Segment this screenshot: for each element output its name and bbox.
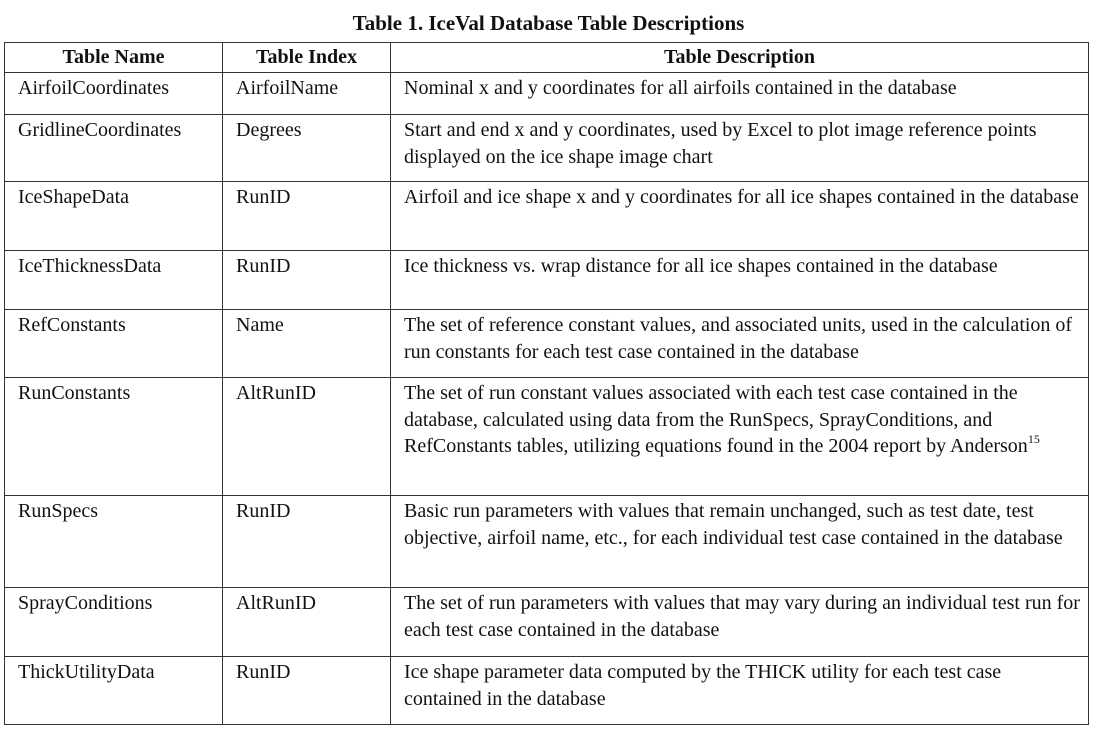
description-text: Ice shape parameter data computed by the THICK utility for each test case contained in the database <box>404 661 1002 710</box>
cell-table-name: IceShapeData <box>5 182 223 251</box>
header-row <box>5 43 1089 73</box>
cell-table-description <box>391 657 1089 725</box>
cell-table-name: IceThicknessData <box>5 251 223 310</box>
cell-table-description <box>391 310 1089 378</box>
cell-table-description <box>391 73 1089 115</box>
table-row <box>5 588 1089 657</box>
table-row <box>5 496 1089 588</box>
table-row <box>5 251 1089 310</box>
table-row <box>5 378 1089 496</box>
cell-table-description <box>391 496 1089 588</box>
cell-table-name: AirfoilCoordinates <box>5 73 223 115</box>
description-text: Basic run parameters with values that remain unchanged, such as test date, test objective, airfoil name, etc., for each individual test case contained in the database <box>404 500 1063 549</box>
cell-table-name: RefConstants <box>5 310 223 378</box>
cell-table-description <box>391 115 1089 182</box>
cell-table-index: AltRunID <box>223 378 391 496</box>
cell-table-index: AltRunID <box>223 588 391 657</box>
cell-table-index: RunID <box>223 657 391 725</box>
description-text: Start and end x and y coordinates, used by Excel to plot image reference points displayed on the ice shape image chart <box>404 119 1037 168</box>
description-text: Airfoil and ice shape x and y coordinates for all ice shapes contained in the database <box>404 186 1079 208</box>
header-table-index: Table Index <box>223 43 391 73</box>
description-text: Ice thickness vs. wrap distance for all ice shapes contained in the database <box>404 255 998 277</box>
cell-table-index: Degrees <box>223 115 391 182</box>
table-row <box>5 73 1089 115</box>
cell-table-description <box>391 182 1089 251</box>
cell-table-description <box>391 378 1089 496</box>
cell-table-index: AirfoilName <box>223 73 391 115</box>
cell-table-index: RunID <box>223 251 391 310</box>
table-row <box>5 310 1089 378</box>
description-text: Nominal x and y coordinates for all airfoils contained in the database <box>404 77 957 99</box>
cell-table-index: RunID <box>223 496 391 588</box>
cell-table-description <box>391 588 1089 657</box>
header-table-name: Table Name <box>5 43 223 73</box>
table-row <box>5 657 1089 725</box>
database-table <box>4 42 1089 725</box>
table-row <box>5 182 1089 251</box>
description-text: The set of reference constant values, and associated units, used in the calculation of run constants for each test case contained in the database <box>404 314 1073 363</box>
description-text: The set of run constant values associated with each test case contained in the database, calculated using data from the RunSpecs, SprayConditions, and RefConstants tables, utilizing equations found in the 2004 report by Anderson <box>404 382 1028 457</box>
header-table-description: Table Description <box>391 43 1089 73</box>
cell-table-name: RunConstants <box>5 378 223 496</box>
table-row <box>5 115 1089 182</box>
table-caption: Table 1. IceVal Database Table Descriptions <box>352 11 745 35</box>
cell-table-name: SprayConditions <box>5 588 223 657</box>
cell-table-index: Name <box>223 310 391 378</box>
cell-table-name: ThickUtilityData <box>5 657 223 725</box>
description-text: The set of run parameters with values that may vary during an individual test run for each test case contained in the database <box>404 592 1080 641</box>
footnote-ref: 15 <box>1027 432 1040 446</box>
cell-table-name: RunSpecs <box>5 496 223 588</box>
cell-table-description <box>391 251 1089 310</box>
cell-table-index: RunID <box>223 182 391 251</box>
cell-table-name: GridlineCoordinates <box>5 115 223 182</box>
